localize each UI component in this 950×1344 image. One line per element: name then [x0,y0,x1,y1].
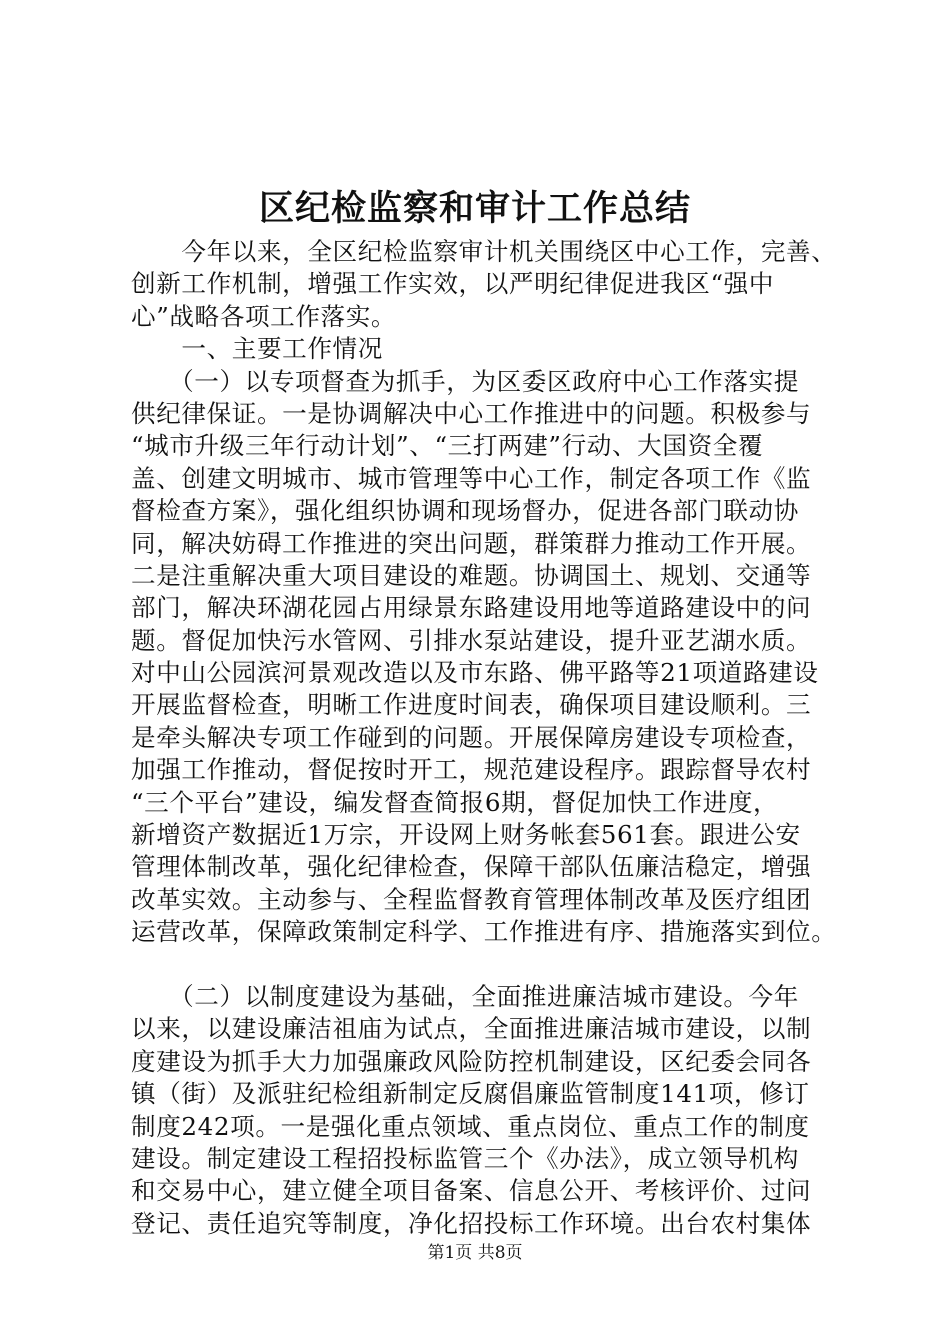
section-two [131,981,831,1240]
text-line: 建设。制定建设工程招投标监管三个《办法》，成立领导机构 [131,1143,799,1173]
text-line: 一、主要工作情况 [131,334,383,364]
document-body [131,236,837,1240]
blank-line [131,949,831,981]
text-line: 运营改革，保障政策制定科学、工作推进有序、措施落实到位。 [131,917,837,947]
page-footer: 第1页 共8页 [427,1243,523,1263]
text-line: 同，解决妨碍工作推进的突出问题，群策群力推动工作开展。 [131,528,812,558]
text-line: （二）以制度建设为基础，全面推进廉洁城市建设。今年 [131,981,799,1011]
text-line: 登记、责任追究等制度，净化招投标工作环境。出台农村集体 [131,1208,812,1238]
text-line: 新增资产数据近1万宗，开设网上财务帐套561套。跟进公安 [131,820,801,850]
text-line: 开展监督检查，明晰工作进度时间表，确保项目建设顺利。三 [131,690,812,720]
text-line: 心”战略各项工作落实。 [131,301,397,331]
text-line: 督检查方案》，强化组织协调和现场督办，促进各部门联动协 [131,496,799,526]
text-line: 是牵头解决专项工作碰到的问题。开展保障房建设专项检查， [131,722,812,752]
text-line: 制度242项。一是强化重点领域、重点岗位、重点工作的制度 [131,1111,810,1141]
text-line: 今年以来，全区纪检监察审计机关围绕区中心工作，完善、 [131,237,837,266]
text-line: 盖、创建文明城市、城市管理等中心工作，制定各项工作《监 [131,463,812,493]
text-line: 以来，以建设廉洁祖庙为试点，全面推进廉洁城市建设，以制 [131,1014,812,1044]
text-line: 创新工作机制，增强工作实效，以严明纪律促进我区“强中 [131,269,775,299]
text-line: 部门，解决环湖花园占用绿景东路建设用地等道路建设中的问 [131,593,812,623]
text-line: 供纪律保证。一是协调解决中心工作推进中的问题。积极参与 [131,398,812,428]
text-line: 度建设为抓手大力加强廉政风险防控机制建设，区纪委会同各 [131,1046,812,1076]
text-line: 改革实效。主动参与、全程监督教育管理体制改革及医疗组团 [131,884,812,914]
text-line: 管理体制改革，强化纪律检查，保障干部队伍廉洁稳定，增强 [131,852,812,882]
text-line: 和交易中心，建立健全项目备案、信息公开、考核评价、过问 [131,1176,812,1206]
text-line: 二是注重解决重大项目建设的难题。协调国土、规划、交通等 [131,560,812,590]
text-line: 镇（街）及派驻纪检组新制定反腐倡廉监管制度141项，修订 [131,1079,810,1109]
text-line: “城市升级三年行动计划”、“三打两建”行动、大国资全覆 [131,431,764,461]
text-line: “三个平台”建设，编发督查简报6期，督促加快工作进度， [131,787,779,817]
text-line: （一）以专项督查为抓手，为区委区政府中心工作落实提 [131,366,799,396]
text-line: 对中山公园滨河景观改造以及市东路、佛平路等21项道路建设 [131,658,819,688]
text-line: 题。督促加快污水管网、引排水泵站建设，提升亚艺湖水质。 [131,625,812,655]
section-one [131,236,837,949]
document-title: 区纪检监察和审计工作总结 [258,188,691,229]
text-line: 加强工作推动，督促按时开工，规范建设程序。跟踪督导农村 [131,755,812,785]
